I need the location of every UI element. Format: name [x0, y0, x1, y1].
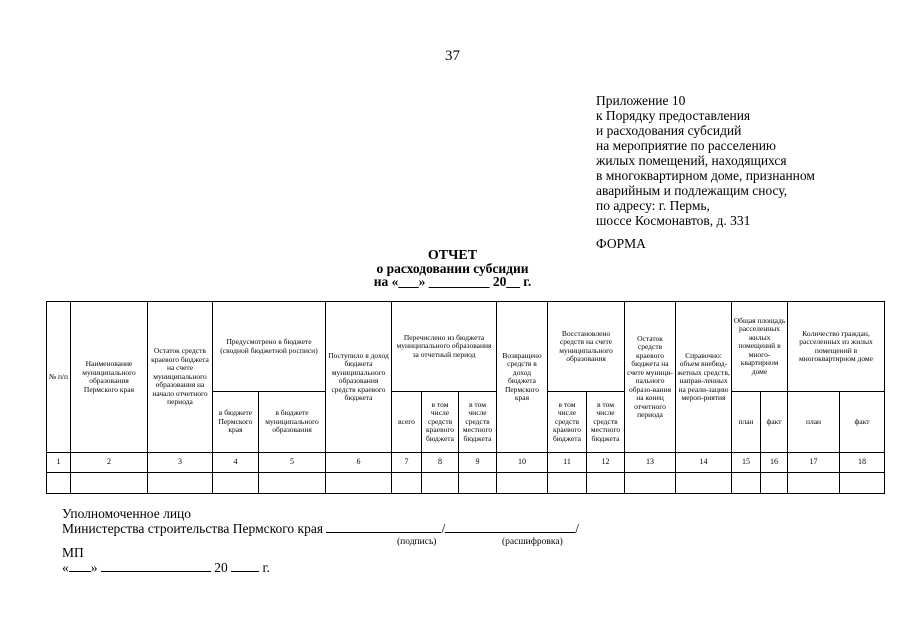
empty-cell: [259, 473, 326, 494]
report-title: [0, 249, 905, 288]
column-number: 17: [788, 453, 840, 473]
header-area-plan: план: [732, 392, 761, 453]
header-balance-end: Остаток средств краевого бюджета на счете муници-пального образо-вания на конец отчетного периода: [625, 302, 676, 453]
month-field[interactable]: [101, 560, 211, 572]
column-number: 3: [148, 453, 213, 473]
header-municipality: Наименование муниципального образования Пермского края: [71, 302, 148, 453]
form-label: ФОРМА: [596, 236, 646, 251]
column-number: 16: [761, 453, 788, 473]
column-number: 4: [213, 453, 259, 473]
appendix-line: в многоквартирном доме, признанном: [596, 168, 815, 183]
header-received: Поступило в доход бюджета муниципального образования средств краевого бюджета: [326, 302, 392, 453]
appendix-block: [596, 93, 815, 228]
column-number: 14: [676, 453, 732, 473]
authorized-person-label: Уполномоченное лицо: [62, 506, 192, 521]
column-number-row: [47, 453, 885, 473]
header-citizens-plan: план: [788, 392, 840, 453]
empty-cell: [422, 473, 459, 494]
appendix-line: шоссе Космонавтов, д. 331: [596, 213, 751, 228]
header-extrabudget: Справочно: объем внебюд-жетных средств, направ-ленных на реали-зацию мероп-риятия: [676, 302, 732, 453]
column-number: 15: [732, 453, 761, 473]
header-area: Общая площадь расселенных жилых помещений в много-квартирном доме: [732, 302, 788, 392]
empty-cell: [676, 473, 732, 494]
appendix-line: на мероприятие по расселению: [596, 138, 777, 153]
header-planned: Предусмотрено в бюджете (сводной бюджетной росписи): [213, 302, 326, 392]
empty-cell: [587, 473, 625, 494]
column-number: 2: [71, 453, 148, 473]
header-num: № п/п: [47, 302, 71, 453]
empty-cell: [840, 473, 885, 494]
empty-cell: [392, 473, 422, 494]
appendix-line: аварийным и подлежащим сносу,: [596, 183, 788, 198]
hint-signature: (подпись): [397, 537, 437, 547]
date-line: [62, 560, 270, 575]
empty-data-row: [47, 473, 885, 494]
empty-cell: [548, 473, 587, 494]
empty-cell: [732, 473, 761, 494]
header-transferred-regional: в том числе средств краевого бюджета: [422, 392, 459, 453]
header-planned-regional: в бюджете Пермского края: [213, 392, 259, 453]
appendix-line: жилых помещений, находящихся: [596, 153, 787, 168]
day-field[interactable]: [69, 560, 91, 572]
empty-cell: [761, 473, 788, 494]
year-field[interactable]: [231, 560, 259, 572]
appendix-line: по адресу: г. Пермь,: [596, 198, 710, 213]
column-number: 18: [840, 453, 885, 473]
title-line-3: на «___» _________ 20__ г.: [373, 274, 532, 289]
column-number: 11: [548, 453, 587, 473]
appendix-line: и расходования субсидий: [596, 123, 742, 138]
empty-cell: [213, 473, 259, 494]
header-citizens-fact: факт: [840, 392, 885, 453]
column-number: 1: [47, 453, 71, 473]
header-transferred: Перечислено из бюджета муниципального образования за отчетный период: [392, 302, 497, 392]
header-restored-regional: в том числе средств краевого бюджета: [548, 392, 587, 453]
header-transferred-local: в том числе средств местного бюджета: [459, 392, 497, 453]
stamp-label: МП: [62, 545, 84, 560]
header-returned: Возвращено средств в доход бюджета Пермского края: [497, 302, 548, 453]
empty-cell: [459, 473, 497, 494]
header-restored-local: в том числе средств местного бюджета: [587, 392, 625, 453]
page-number: 37: [445, 48, 460, 64]
column-number: 9: [459, 453, 497, 473]
header-area-fact: факт: [761, 392, 788, 453]
signature-field[interactable]: [326, 521, 441, 533]
empty-cell: [47, 473, 71, 494]
year-prefix: 20: [214, 560, 228, 575]
column-number: 7: [392, 453, 422, 473]
appendix-line: Приложение 10: [596, 93, 686, 108]
empty-cell: [497, 473, 548, 494]
column-number: 5: [259, 453, 326, 473]
decoding-field[interactable]: [445, 521, 575, 533]
slash: /: [441, 521, 446, 536]
date-quote-close: »: [90, 560, 98, 575]
ministry-label: Министерства строительства Пермского края: [62, 521, 324, 536]
header-restored: Восстановлено средств на счете муниципального образования: [548, 302, 625, 392]
signature-block: [62, 506, 579, 536]
header-transferred-total: всего: [392, 392, 422, 453]
column-number: 13: [625, 453, 676, 473]
empty-cell: [148, 473, 213, 494]
empty-cell: [625, 473, 676, 494]
title-line-1: ОТЧЕТ: [427, 248, 478, 263]
appendix-line: к Порядку предоставления: [596, 108, 751, 123]
report-table: [46, 301, 885, 494]
hint-decoding: (расшифровка): [502, 537, 563, 547]
title-line-2: о расходовании субсидии: [376, 261, 529, 276]
header-balance-start: Остаток средств краевого бюджета на счете муниципального образования на начало отчетного периода: [148, 302, 213, 453]
column-number: 10: [497, 453, 548, 473]
date-quote-open: «: [62, 560, 69, 575]
column-number: 8: [422, 453, 459, 473]
header-planned-municipal: в бюджете муниципального образования: [259, 392, 326, 453]
ministry-line: [62, 521, 579, 536]
column-number: 6: [326, 453, 392, 473]
slash: /: [575, 521, 579, 536]
empty-cell: [71, 473, 148, 494]
empty-cell: [326, 473, 392, 494]
column-number: 12: [587, 453, 625, 473]
year-suffix: г.: [262, 560, 270, 575]
empty-cell: [788, 473, 840, 494]
stamp-block: [62, 545, 270, 575]
header-citizens: Количество граждан, расселенных из жилых помещений в многоквартирном доме: [788, 302, 885, 392]
